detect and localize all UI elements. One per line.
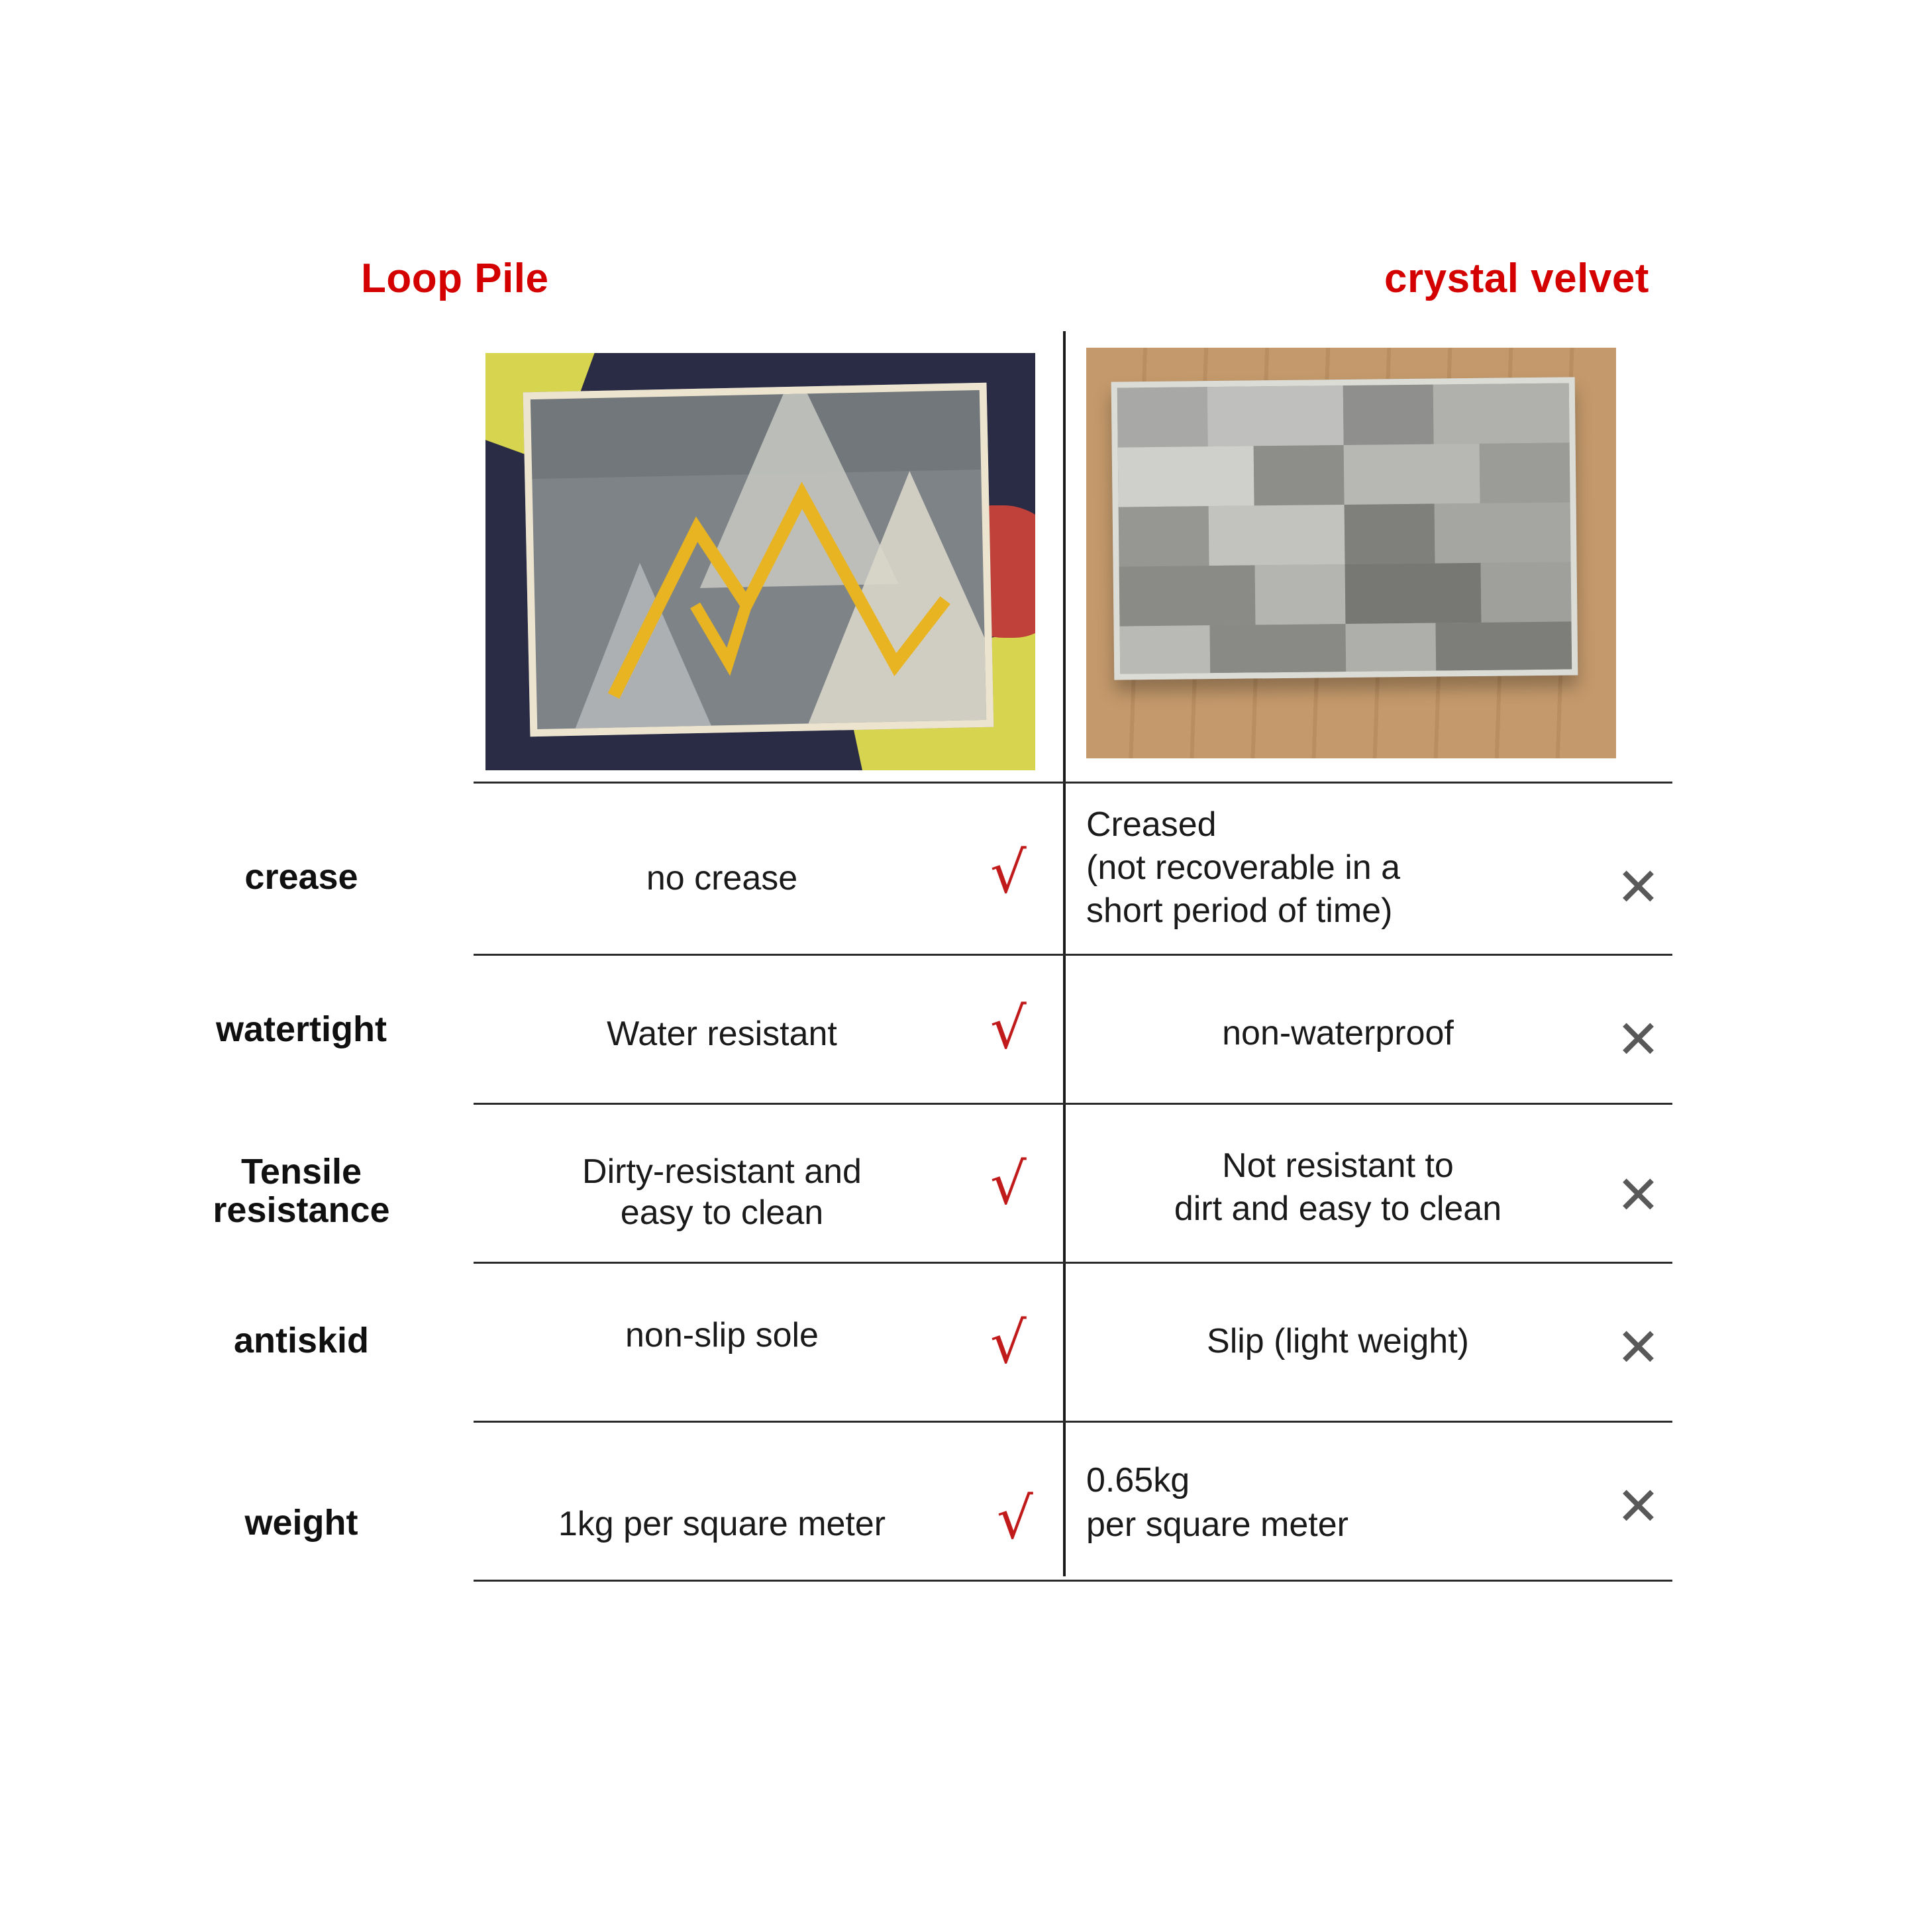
cross-icon: ✕ [1616, 856, 1661, 918]
table-row-divider [474, 782, 1672, 784]
table-row-divider [474, 1421, 1672, 1423]
cell-left-tensile-line2: easy to clean [620, 1194, 824, 1232]
table-row-divider [474, 1580, 1672, 1582]
cell-right-weight-line1: 0.65kg [1086, 1461, 1190, 1500]
cell-right-watertight: non-waterproof [1222, 1014, 1454, 1052]
check-icon: √ [990, 1151, 1027, 1217]
row-label-antiskid: antiskid [233, 1321, 370, 1360]
table-row-divider [474, 954, 1672, 956]
cell-right-crease-line1: Creased [1086, 805, 1217, 844]
cell-right-weight-line2: per square meter [1086, 1505, 1348, 1544]
rug-zigzag-pattern [531, 390, 986, 729]
product-photo-crystal-velvet [1086, 348, 1616, 758]
rug-surface [523, 383, 994, 737]
check-icon: √ [990, 1310, 1027, 1376]
table-row-divider [474, 1103, 1672, 1105]
cell-right-crease-line3: short period of time) [1086, 891, 1393, 930]
cell-left-watertight: Water resistant [607, 1015, 837, 1053]
row-label-crease: crease [244, 857, 358, 897]
cell-right-crease-line2: (not recoverable in a [1086, 848, 1401, 887]
cross-icon: ✕ [1616, 1317, 1661, 1378]
row-label-watertight: watertight [215, 1009, 387, 1049]
cross-icon: ✕ [1616, 1476, 1661, 1537]
mat-surface [1111, 377, 1578, 680]
cell-right-antiskid: Slip (light weight) [1207, 1322, 1469, 1360]
table-row-divider [474, 1262, 1672, 1264]
cross-icon: ✕ [1616, 1009, 1661, 1070]
check-icon: √ [990, 995, 1027, 1062]
column-title-left: Loop Pile [361, 256, 549, 301]
row-label-tensile-line1: Tensile [240, 1152, 362, 1192]
cell-left-crease: no crease [646, 859, 798, 897]
check-icon: √ [997, 1486, 1033, 1552]
row-label-tensile-line2: resistance [213, 1190, 390, 1230]
cell-left-weight: 1kg per square meter [558, 1505, 886, 1543]
product-photo-loop-pile [485, 353, 1035, 770]
cross-icon: ✕ [1616, 1164, 1661, 1226]
cell-left-tensile-line1: Dirty-resistant and [582, 1152, 862, 1191]
row-label-weight: weight [244, 1503, 358, 1543]
cell-right-tensile-line1: Not resistant to [1222, 1146, 1454, 1185]
cell-right-tensile-line2: dirt and easy to clean [1174, 1190, 1502, 1228]
column-title-right: crystal velvet [1384, 256, 1649, 301]
cell-left-antiskid: non-slip sole [625, 1316, 819, 1354]
check-icon: √ [990, 840, 1027, 906]
